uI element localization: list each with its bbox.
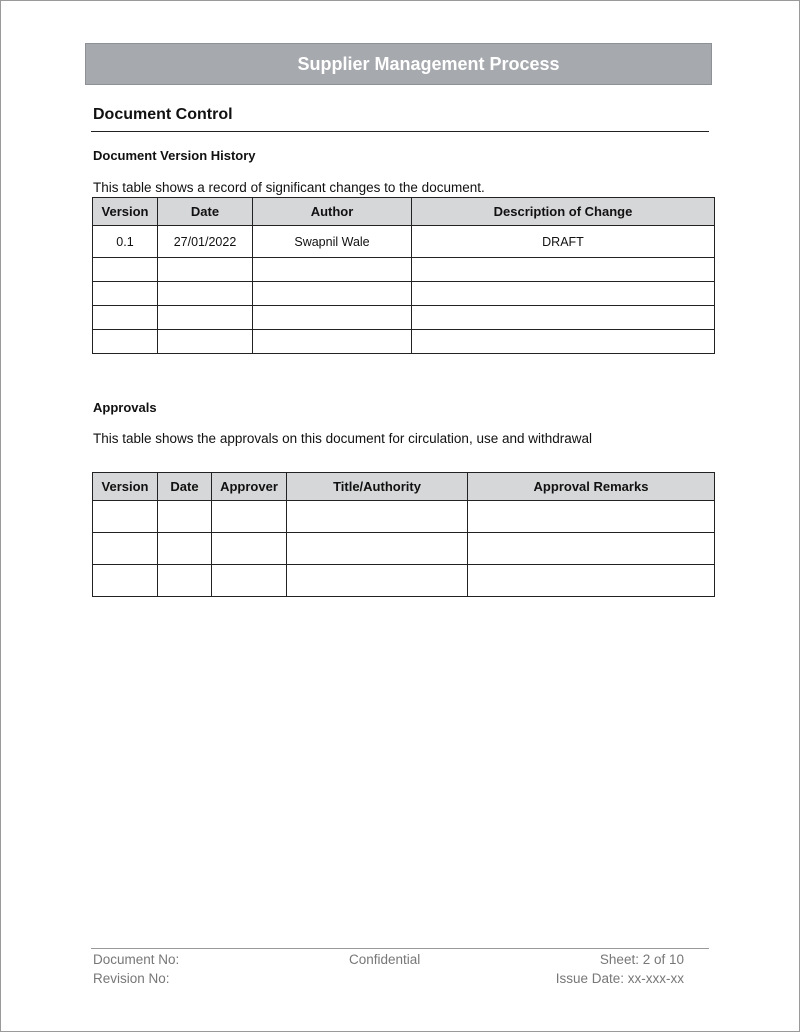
table-cell bbox=[93, 306, 158, 330]
column-header: Approval Remarks bbox=[468, 473, 715, 501]
footer-revision-no: Revision No: bbox=[93, 971, 170, 986]
table-cell bbox=[468, 533, 715, 565]
version-history-heading: Document Version History bbox=[93, 148, 256, 163]
column-header: Version bbox=[93, 198, 158, 226]
table-cell bbox=[93, 330, 158, 354]
table-cell bbox=[412, 282, 715, 306]
section-divider bbox=[91, 131, 709, 132]
table-row bbox=[93, 533, 715, 565]
column-header: Date bbox=[158, 198, 253, 226]
table-row bbox=[93, 258, 715, 282]
section-heading-document-control: Document Control bbox=[93, 106, 233, 123]
footer-sheet: Sheet: 2 of 10 bbox=[599, 952, 684, 967]
table-cell bbox=[287, 501, 468, 533]
table-cell bbox=[287, 565, 468, 597]
column-header: Version bbox=[93, 473, 158, 501]
footer-issue-date: Issue Date: xx-xxx-xx bbox=[555, 971, 684, 986]
table-cell: Swapnil Wale bbox=[253, 226, 412, 258]
table-cell bbox=[253, 282, 412, 306]
table-cell bbox=[93, 565, 158, 597]
column-header: Author bbox=[253, 198, 412, 226]
column-header: Description of Change bbox=[412, 198, 715, 226]
table-header-row bbox=[93, 198, 715, 226]
version-history-description: This table shows a record of significant changes to the document. bbox=[93, 180, 485, 195]
header-bar bbox=[85, 43, 712, 85]
table-row bbox=[93, 501, 715, 533]
approvals-table bbox=[92, 472, 715, 597]
table-cell bbox=[412, 258, 715, 282]
table-cell bbox=[212, 565, 287, 597]
table-cell bbox=[158, 533, 212, 565]
table-cell bbox=[468, 501, 715, 533]
table-row bbox=[93, 226, 715, 258]
table-cell bbox=[412, 306, 715, 330]
footer-divider bbox=[91, 948, 709, 949]
table-cell: DRAFT bbox=[412, 226, 715, 258]
table-cell bbox=[93, 533, 158, 565]
table-cell bbox=[212, 533, 287, 565]
table-cell bbox=[158, 258, 253, 282]
table-cell bbox=[158, 330, 253, 354]
table-row bbox=[93, 282, 715, 306]
table-cell bbox=[93, 282, 158, 306]
table-cell bbox=[93, 501, 158, 533]
document-title: Supplier Management Process bbox=[297, 53, 560, 74]
table-header-row bbox=[93, 473, 715, 501]
table-row bbox=[93, 565, 715, 597]
table-cell bbox=[287, 533, 468, 565]
table-cell bbox=[253, 306, 412, 330]
table-cell bbox=[468, 565, 715, 597]
table-cell: 0.1 bbox=[93, 226, 158, 258]
column-header: Title/Authority bbox=[287, 473, 468, 501]
table-row bbox=[93, 330, 715, 354]
column-header: Approver bbox=[212, 473, 287, 501]
table-cell bbox=[253, 330, 412, 354]
version-history-table bbox=[92, 197, 715, 354]
table-cell: 27/01/2022 bbox=[158, 226, 253, 258]
table-cell bbox=[158, 565, 212, 597]
footer-document-no: Document No: bbox=[93, 952, 180, 967]
table-row bbox=[93, 306, 715, 330]
table-cell bbox=[412, 330, 715, 354]
column-header: Date bbox=[158, 473, 212, 501]
table-cell bbox=[253, 258, 412, 282]
approvals-description: This table shows the approvals on this document for circulation, use and withdrawal bbox=[93, 431, 593, 446]
table-cell bbox=[158, 501, 212, 533]
table-cell bbox=[158, 282, 253, 306]
footer-confidential: Confidential bbox=[349, 952, 421, 967]
table-cell bbox=[212, 501, 287, 533]
table-cell bbox=[93, 258, 158, 282]
approvals-heading: Approvals bbox=[93, 400, 157, 415]
table-cell bbox=[158, 306, 253, 330]
